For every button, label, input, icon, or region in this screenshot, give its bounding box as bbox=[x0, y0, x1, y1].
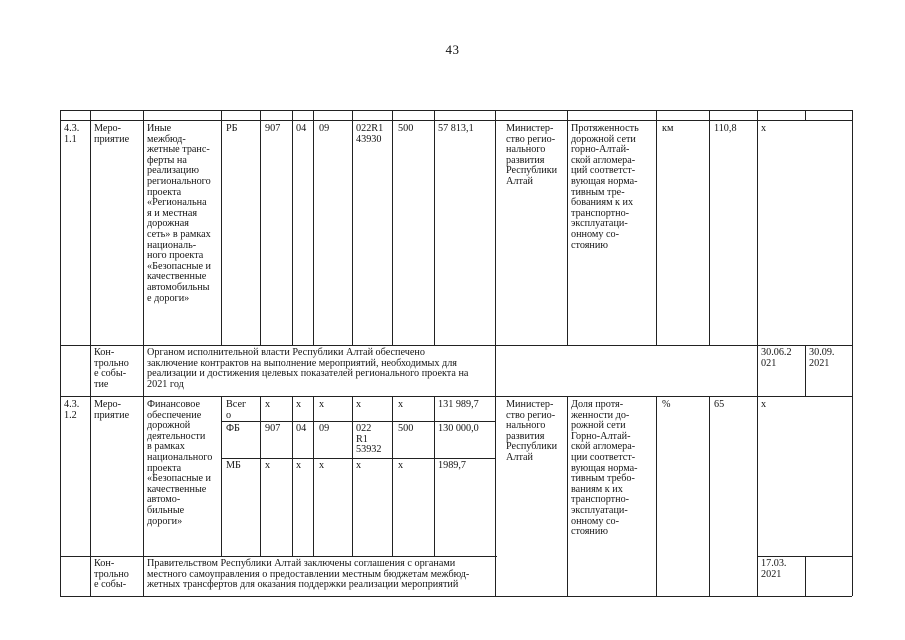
control-event-date-start: 30.06.2 021 bbox=[761, 347, 792, 369]
control-event-date-start: 17.03. 2021 bbox=[761, 558, 787, 580]
indicator-name: Протяженность дорожной сети горно-Алтай- ской агломера- ций соответст- вующая норма- тивным тре- бованиям к их транспортно- эксплуатаци- онному со- стоянию bbox=[571, 123, 639, 251]
control-event-label: Кон- трольно е собы- тие bbox=[94, 347, 129, 390]
page-number: 43 bbox=[445, 42, 460, 57]
indicator-unit: км bbox=[662, 123, 674, 134]
section-code: 04 bbox=[296, 123, 307, 134]
target-article-code: 022 R1 53932 bbox=[356, 423, 382, 456]
responsible-executor: Министер- ство регио- нального развития Республики Алтай bbox=[506, 123, 558, 187]
target-article-code: х bbox=[356, 399, 362, 410]
subsection-code: 09 bbox=[319, 423, 330, 434]
row-number: 4.3. 1.1 bbox=[64, 123, 80, 145]
section-code: х bbox=[296, 399, 302, 410]
funding-amount: 1989,7 bbox=[438, 460, 467, 471]
grbs-code: х bbox=[265, 460, 271, 471]
expense-type-code: 500 bbox=[398, 123, 414, 134]
budget-source: Всег о bbox=[226, 399, 247, 421]
expense-type-code: х bbox=[398, 460, 404, 471]
section-code: 04 bbox=[296, 423, 307, 434]
grbs-code: х bbox=[265, 399, 271, 410]
indicator-name: Доля протя- женности до- рожной сети Горно-Алтай- ской агломера- ции соответст- вующая норма- тивным требо- ваниям к их транспортно- эксплуатаци- онному со- стоянию bbox=[571, 399, 638, 538]
expense-type-code: 500 bbox=[398, 423, 414, 434]
control-event-date-end: 30.09. 2021 bbox=[809, 347, 835, 369]
funding-amount: 57 813,1 bbox=[438, 123, 474, 134]
control-event-text: Органом исполнительной власти Республики Алтай обеспечено заключение контрактов на выполнение мероприятий, необходимых для реализации и достижения целевых показателей регионального проекта на 2021 год bbox=[147, 347, 469, 390]
indicator-value: 110,8 bbox=[714, 123, 737, 134]
grbs-code: 907 bbox=[265, 423, 281, 434]
budget-source: ФБ bbox=[226, 423, 240, 434]
measure-name: Иные межбюд- жетные транс- ферты на реализацию регионального проекта «Региональна я и местная дорожная сеть» в рамках националь- ного проекта «Безопасные и качественные автомобильны е дороги» bbox=[147, 123, 211, 304]
expense-type-code: х bbox=[398, 399, 404, 410]
control-event-label: Кон- трольно е собы- bbox=[94, 558, 129, 591]
row-number: 4.3. 1.2 bbox=[64, 399, 80, 421]
funding-amount: 131 989,7 bbox=[438, 399, 479, 410]
section-code: х bbox=[296, 460, 302, 471]
row-type: Меро- приятие bbox=[94, 399, 130, 421]
budget-source: МБ bbox=[226, 460, 241, 471]
indicator-value: 65 bbox=[714, 399, 725, 410]
grbs-code: 907 bbox=[265, 123, 281, 134]
x-mark: х bbox=[761, 399, 767, 410]
x-mark: х bbox=[761, 123, 767, 134]
subsection-code: х bbox=[319, 399, 325, 410]
budget-source: РБ bbox=[226, 123, 238, 134]
measure-name: Финансовое обеспечение дорожной деятельности в рамках национального проекта «Безопасные и качественные автомо- бильные дороги» bbox=[147, 399, 213, 527]
funding-amount: 130 000,0 bbox=[438, 423, 479, 434]
subsection-code: 09 bbox=[319, 123, 330, 134]
row-type: Меро- приятие bbox=[94, 123, 130, 145]
responsible-executor: Министер- ство регио- нального развития Республики Алтай bbox=[506, 399, 558, 463]
subsection-code: х bbox=[319, 460, 325, 471]
indicator-unit: % bbox=[662, 399, 671, 410]
target-article-code: х bbox=[356, 460, 362, 471]
control-event-text: Правительством Республики Алтай заключены соглашения с органами местного самоуправления о предоставлении местным бюджетам межбюд- жетных трансфертов для оказания поддержки реализации мероприятий bbox=[147, 558, 470, 591]
target-article-code: 022R1 43930 bbox=[356, 123, 384, 145]
